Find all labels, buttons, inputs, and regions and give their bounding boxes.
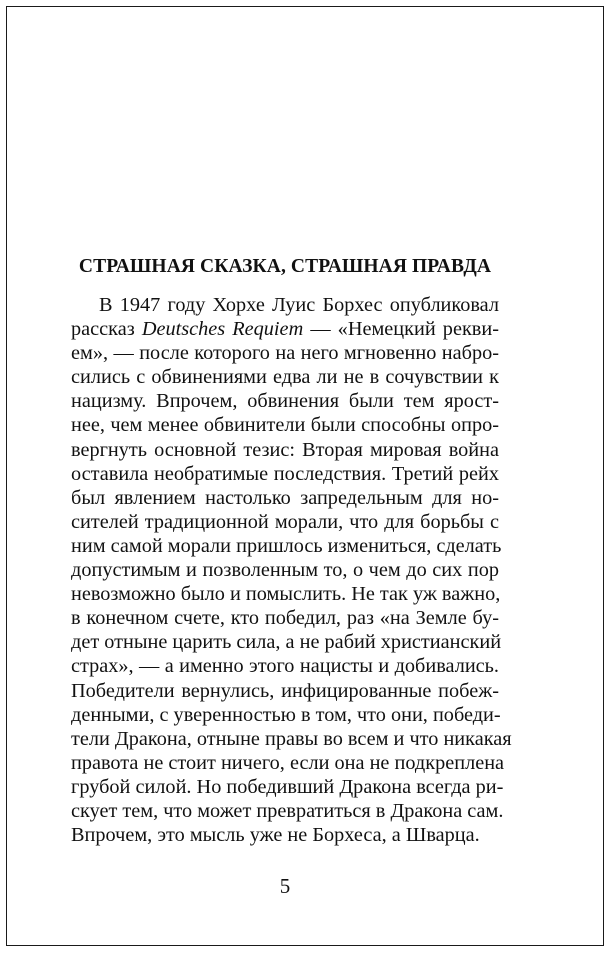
text-line: Победители вернулись, инфицированные побеж- xyxy=(71,679,499,702)
text-fragment: — «Немецкий рекви- xyxy=(310,318,499,341)
text-line: нацизму. Впрочем, обвинения были тем ярост- xyxy=(71,390,499,413)
text-line: ем», — после которого на него мгновенно набро- xyxy=(71,342,499,365)
text-fragment: рассказ xyxy=(71,318,135,341)
text-line: скует тем, что может превратиться в Дракона сам. xyxy=(71,799,504,822)
text-line: Впрочем, это мысль уже не Борхеса, а Шварца. xyxy=(71,824,480,847)
text-line: оставила необратимые последствия. Третий рейх xyxy=(71,462,499,485)
text-line: допустимым и позволенным то, о чем до сих пор xyxy=(71,559,499,582)
text-line: денными, с уверенностью в том, что они, победи- xyxy=(71,703,501,726)
text-line: грубой силой. Но победивший Дракона всегда ри- xyxy=(71,775,504,798)
text-line: В 1947 году Хорхе Луис Борхес опубликовал xyxy=(99,294,499,316)
page-number: 5 xyxy=(279,874,291,898)
text-line: был явлением настолько запредельным для но- xyxy=(71,486,499,509)
text-line: страх», — а именно этого нацисты и добивались. xyxy=(71,655,499,678)
text-line: правота не стоит ничего, если она не подкреплена xyxy=(71,751,505,774)
text-line: невозможно было и помыслить. Не так уж важно, xyxy=(71,583,501,606)
text-line: сились с обвинениями едва ли не в сочувствии к xyxy=(71,366,499,389)
text-line: вергнуть основной тезис: Вторая мировая война xyxy=(71,438,499,461)
text-line: нее, чем менее обвинители были способны опро- xyxy=(71,414,499,437)
text-line: сителей традиционной морали, что для борьбы с xyxy=(71,510,499,533)
text-line xyxy=(71,317,499,341)
body-paragraph xyxy=(71,293,512,847)
italic-title: Deutsches Requiem xyxy=(141,318,304,341)
text-line: тели Дракона, отныне правы во всем и что никакая xyxy=(71,727,512,750)
text-line: в конечном счете, кто победил, раз «на Земле бу- xyxy=(71,607,499,630)
text-line: ним самой морали пришлось измениться, сделать xyxy=(71,534,502,557)
text-line: дет отныне царить сила, а не рабий христианский xyxy=(71,631,502,654)
chapter-heading: СТРАШНАЯ СКАЗКА, СТРАШНАЯ ПРАВДА xyxy=(78,256,492,277)
